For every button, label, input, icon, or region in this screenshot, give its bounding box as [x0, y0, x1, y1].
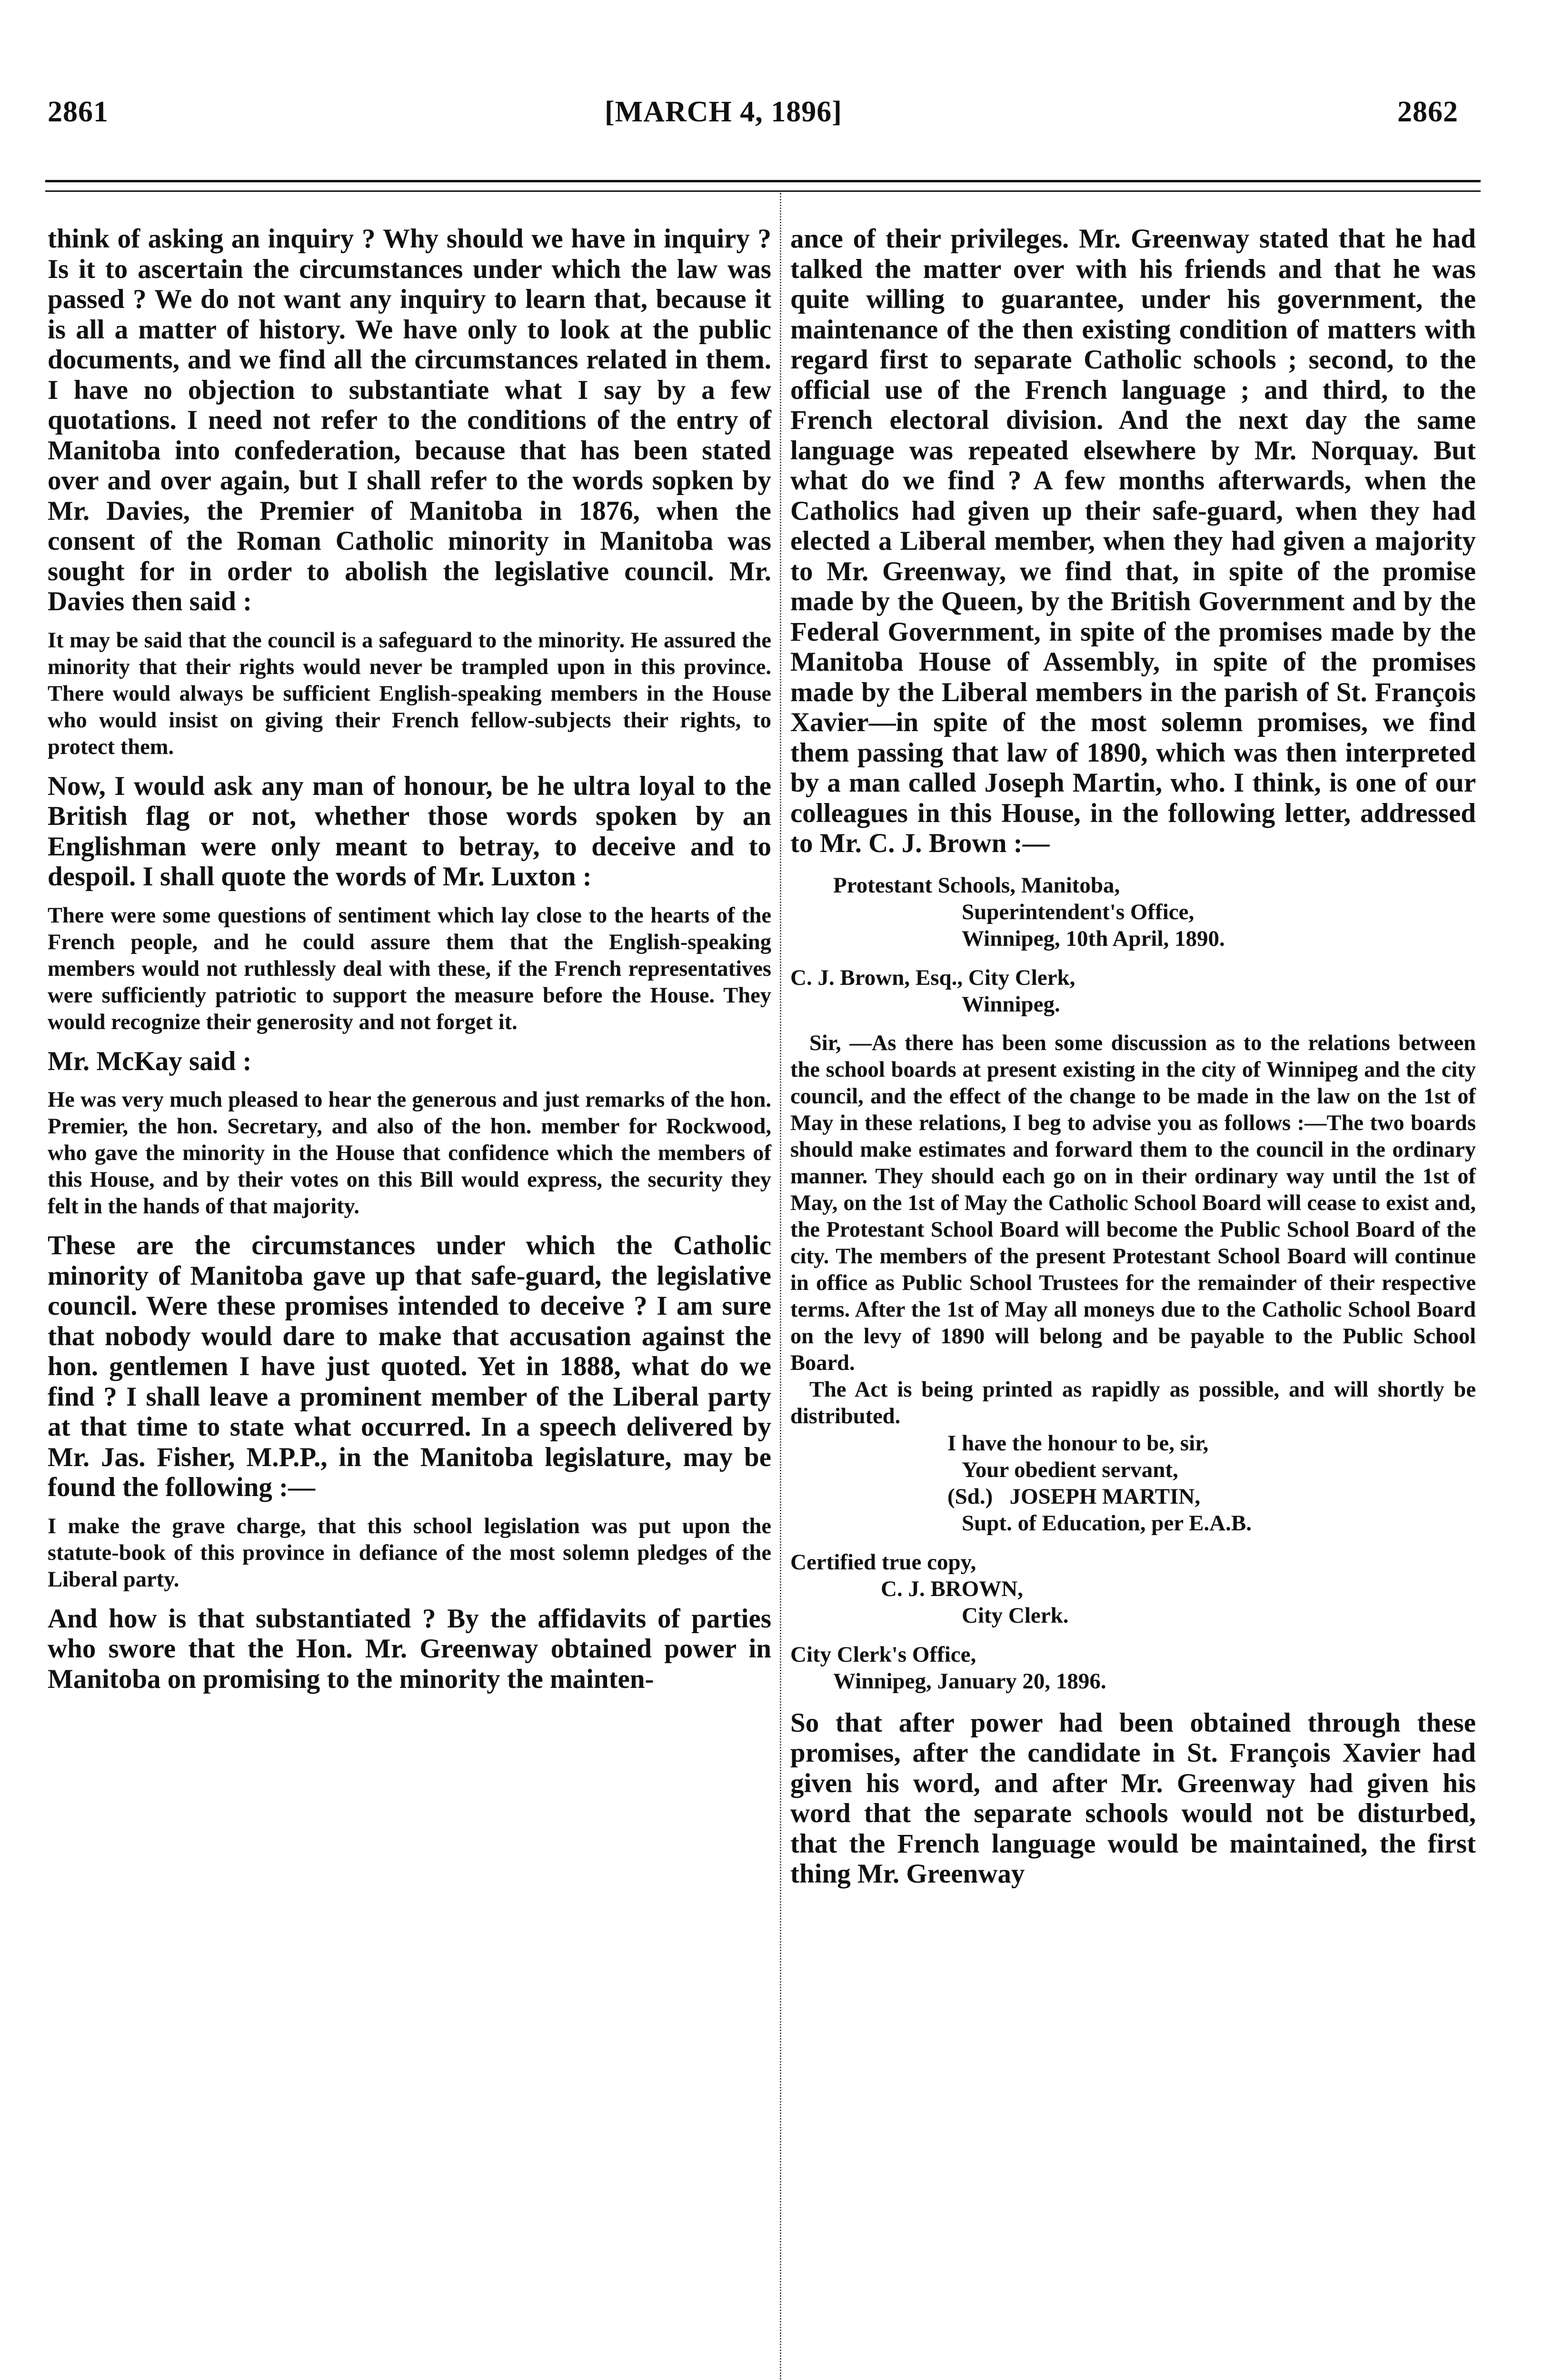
- speech-paragraph: These are the circumstances under which the Catholic minority of Manitoba gave up that safe-guard, the legislative council. Were these promises intended to deceive ? I am sure that nobody would dare to make that accusation against the hon. gentlemen I have just quoted. Yet in 1888, what do we find ? I shall leave a prominent member of the Liberal party at that time to state what occurred. In a speech delivered by Mr. Jas. Fisher, M.P.P., in the Manitoba legislature, may be found the following :—: [48, 1230, 771, 1502]
- header-rule-thin: [45, 190, 1481, 192]
- quotation-luxton: There were some questions of sentiment which lay close to the hearts of the French people, and he could assure them that the English-speaking members would not ruthlessly deal with these, if the French representatives were sufficiently patriotic to support the measure before the House. They would recognize their generosity and not forget it.: [48, 903, 771, 1034]
- certifier-name: C. J. BROWN,: [881, 1576, 1023, 1601]
- page-date-header: [MARCH 4, 1896]: [605, 96, 842, 128]
- speech-paragraph: think of asking an inquiry ? Why should we have in inquiry ? Is it to ascertain the circumstances under which the law was passed ? We do not want any inquiry to learn that, because it is all a matter of history. We have only to look at the public documents, and we find all the circumstances related in them. I have no objection to substantiate what I say by a few quotations. I need not refer to the conditions of the entry of Manitoba into confederation, because that has been stated over and over again, but I shall refer to the words sopken by Mr. Davies, the Premier of Manitoba in 1876, when the consent of the Roman Catholic minority in Manitoba was sought for in order to abolish the legislative council. Mr. Davies then said :: [48, 224, 771, 616]
- letter-date-line: Winnipeg, 10th April, 1890.: [962, 926, 1225, 951]
- clerk-office-date: Winnipeg, January 20, 1896.: [833, 1668, 1106, 1694]
- clerk-office: City Clerk's Office,: [790, 1642, 976, 1667]
- speech-paragraph: Mr. McKay said :: [48, 1046, 252, 1076]
- speech-paragraph: Now, I would ask any man of honour, be he ultra loyal to the British flag or not, whether those words spoken by an Englishman were only meant to betray, to deceive and to despoil. I shall quote the words of Mr. Luxton :: [48, 771, 771, 892]
- quotation-davies: It may be said that the council is a safeguard to the minority. He assured the minority that their rights would never be trampled upon in this province. There would always be sufficient English-speaking members in the House who would insist on giving their French fellow-subjects their rights, to protect them.: [48, 628, 771, 759]
- speech-paragraph: ance of their privileges. Mr. Greenway stated that he had talked the matter over with his friends and that he was quite willing to guarantee, under his government, the maintenance of the then existing condition of matters with regard first to separate Catholic schools ; second, to the official use of the French language ; and third, to the French electoral division. And the next day the same language was repeated elsewhere by Mr. Norquay. But what do we find ? A few months afterwards, when the Catholics had given up their safe-guard, when they had elected a Liberal member, when they had given a majority to Mr. Greenway, we find that, in spite of the promise made by the Queen, by the British Government and by the Federal Government, in spite of the promises made by the Manitoba House of Assembly, in spite of the promises made by the Liberal members in the parish of St. François Xavier—in spite of the most solemn promises, we find them passing that law of 1890, which was then interpreted by a man called Joseph Martin, who. I think, is one of our colleagues in this House, in the following letter, addressed to Mr. C. J. Brown :—: [790, 224, 1476, 858]
- certifier-title: City Clerk.: [962, 1603, 1069, 1628]
- letter-addressee: C. J. Brown, Esq., City Clerk,: [790, 965, 1075, 990]
- letter-heading-line: Protestant Schools, Manitoba,: [833, 873, 1120, 898]
- column-divider: [780, 193, 781, 2380]
- martin-letter: [790, 872, 1476, 1695]
- letter-postscript: The Act is being printed as rapidly as possible, and will shortly be distributed.: [790, 1377, 1476, 1428]
- letter-closing: I have the honour to be, sir,: [947, 1430, 1209, 1456]
- letter-body: Sir, —As there has been some discussion as to the relations between the school boards at present existing in the city of Winnipeg and the city council, and the effect of the change to be made in the law on the 1st of May in these relations, I beg to advise you as follows :—The two boards should make estimates and forward them to the council in the ordinary manner. They should each go on in their ordinary way until the 1st of May, on the 1st of May the Catholic School Board will cease to exist and, the Protestant School Board will become the Public School Board of the city. The members of the present Protestant School Board will continue in office as Public School Trustees for the remainder of their respective terms. After the 1st of May all moneys due to the Catholic School Board on the levy of 1890 will belong and be payable to the Public School Board.: [790, 1031, 1476, 1375]
- header-rule-thick: [45, 180, 1481, 182]
- right-column: [790, 224, 1476, 1889]
- page-number-left: 2861: [48, 96, 109, 128]
- letter-heading-line: Superintendent's Office,: [962, 899, 1195, 924]
- certification: Certified true copy,: [790, 1549, 976, 1575]
- letter-signature: (Sd.) JOSEPH MARTIN,: [947, 1484, 1201, 1509]
- speech-paragraph: And how is that substantiated ? By the affidavits of parties who swore that the Hon. Mr. Greenway obtained power in Manitoba on promising to the minority the mainten-: [48, 1603, 771, 1694]
- left-column: [48, 224, 771, 1694]
- quotation-fisher: I make the grave charge, that this school legislation was put upon the statute-book of this province in defiance of the most solemn pledges of the Liberal party.: [48, 1514, 771, 1592]
- page-number-right: 2862: [1397, 96, 1458, 128]
- quotation-mckay: He was very much pleased to hear the generous and just remarks of the hon. Premier, the hon. Secretary, and also of the hon. member for Rockwood, who gave the minority in the House that confidence which the members of this House, and by their votes on this Bill would express, the security they felt in the hands of that majority.: [48, 1088, 771, 1219]
- speech-paragraph: So that after power had been obtained through these promises, after the candidate in St. François Xavier had given his word, and after Mr. Greenway had given his word that the separate schools would not be disturbed, that the French language would be maintained, the first thing Mr. Greenway: [790, 1707, 1476, 1889]
- letter-signature-title: Supt. of Education, per E.A.B.: [962, 1510, 1252, 1536]
- letter-closing: Your obedient servant,: [962, 1457, 1178, 1482]
- letter-addressee-city: Winnipeg.: [962, 992, 1060, 1017]
